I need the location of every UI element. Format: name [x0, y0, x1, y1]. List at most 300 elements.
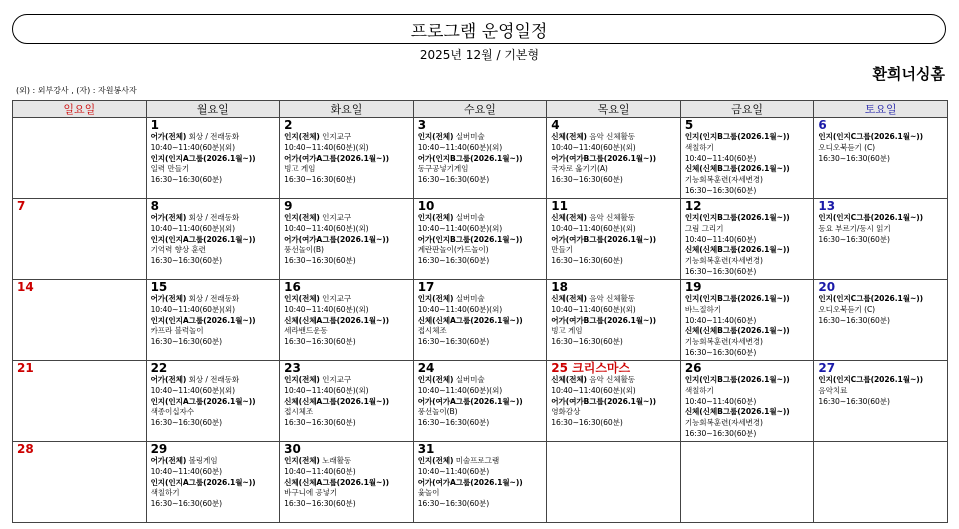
program-line: [284, 235, 411, 246]
day-cell: [280, 118, 414, 199]
program-text: 10:40~11:40(60분)(외): [150, 142, 235, 152]
program-line: [685, 132, 812, 143]
program-text: 바구니에 공넣기: [284, 488, 338, 498]
program-category: 인지(인지B그룹(2026.1월~)): [684, 132, 790, 141]
program-line: [685, 164, 812, 175]
holiday-label: 크리스마스: [572, 361, 631, 375]
day-number: [551, 199, 678, 213]
day-number-value: 15: [150, 280, 168, 294]
program-line: [685, 407, 812, 418]
program-text: 16:30~16:30(60분): [551, 175, 623, 185]
day-number-value: 2: [284, 118, 293, 132]
program-line: [284, 386, 411, 397]
program-category: 어가(여가B그룹(2026.1월~)): [551, 153, 657, 163]
program-line: [151, 256, 278, 267]
day-number-value: 5: [684, 118, 694, 132]
program-line: [418, 467, 545, 478]
program-text: 10:40~11:40(60분)(외): [551, 142, 636, 152]
day-number: [418, 118, 545, 132]
program-category: 인지(전체): [417, 294, 454, 303]
day-number-value: 4: [551, 118, 560, 132]
day-cell: [547, 361, 681, 442]
program-category: 인지(인지A그룹(2026.1월~)): [150, 477, 256, 487]
program-text: 16:30~16:30(60분): [417, 256, 490, 266]
program-category: 신체(전체): [551, 375, 587, 384]
program-line: [551, 175, 678, 186]
program-line: [284, 224, 411, 235]
program-line: [685, 143, 812, 154]
program-category: 인지(인지C그룹(2026.1월~)): [818, 213, 923, 222]
program-line: [284, 456, 411, 467]
program-category: 어가(전체): [150, 213, 187, 222]
program-line: [151, 499, 278, 510]
program-text: 10:40~11:40(60분)(외): [150, 223, 235, 233]
program-line: [418, 418, 545, 429]
program-text: 음악 신체활동: [586, 294, 635, 303]
page-subtitle: 2025년 12월 / 기본형: [419, 48, 540, 62]
day-cell: [413, 280, 547, 361]
program-text: 볼링게임: [186, 456, 218, 465]
weekday-header-row: [13, 101, 948, 118]
program-text: 16:30~16:30(60분): [684, 428, 757, 438]
program-line: [818, 143, 945, 154]
program-text: 회상 / 전래동화: [186, 294, 240, 303]
program-text: 10:40~11:40(60분): [684, 234, 757, 244]
program-line: [685, 375, 812, 386]
program-line: [818, 235, 945, 246]
day-cell: [13, 199, 147, 280]
day-number-value: 9: [284, 199, 293, 213]
program-text: 16:30~16:30(60분): [150, 256, 223, 266]
program-line: [551, 294, 678, 305]
program-line: [818, 132, 945, 143]
program-text: 10:40~11:40(60분)(외): [284, 142, 369, 152]
program-text: 10:40~11:40(60분): [150, 466, 223, 476]
day-number-value: 19: [684, 280, 702, 294]
program-text: 10:40~11:40(60분): [684, 315, 757, 325]
program-line: [151, 467, 278, 478]
program-text: 10:40~11:40(60분): [684, 396, 757, 406]
day-number-value: 26: [684, 361, 702, 375]
day-cell: [680, 361, 814, 442]
day-number-value: 29: [150, 442, 168, 456]
day-number-value: 6: [818, 118, 827, 132]
day-cell: [280, 280, 414, 361]
program-line: [284, 499, 411, 510]
program-line: [284, 397, 411, 408]
program-text: 기능회복훈련(자세변경): [684, 337, 763, 347]
program-line: [151, 154, 278, 165]
program-text: 접시체조: [284, 407, 314, 417]
day-cell: [680, 118, 814, 199]
program-line: [685, 305, 812, 316]
program-text: 세라밴드운동: [284, 326, 328, 336]
program-text: 인지교구: [319, 294, 352, 303]
program-text: 10:40~11:40(60분)(외): [417, 385, 503, 395]
program-text: 색칠하기: [150, 488, 180, 498]
day-number: [551, 361, 678, 375]
program-text: 기억력 향상 훈련: [150, 245, 206, 255]
day-number-value: 14: [17, 280, 34, 294]
program-line: [284, 213, 411, 224]
day-number: [418, 199, 545, 213]
program-line: [151, 235, 278, 246]
program-text: 16:30~16:30(60분): [284, 418, 356, 428]
program-category: 어가(여가B그룹(2026.1월~)): [551, 234, 657, 244]
program-line: [818, 305, 945, 316]
program-line: [685, 213, 812, 224]
program-text: 16:30~16:30(60분): [284, 175, 356, 185]
program-category: 신체(전체): [551, 294, 587, 303]
program-text: 바느질하기: [684, 304, 721, 314]
program-category: 인지(전체): [284, 132, 320, 141]
day-number: [284, 199, 411, 213]
legend-note: (외) : 외부강사 , (자) : 자원봉사자: [16, 86, 137, 95]
program-category: 인지(인지C그룹(2026.1월~)): [818, 375, 923, 384]
program-line: [551, 337, 678, 348]
program-category: 인지(인지C그룹(2026.1월~)): [818, 294, 923, 303]
day-number: [685, 118, 812, 132]
weekday-header: 토요일: [814, 101, 948, 118]
day-number: [418, 442, 545, 456]
program-line: [284, 407, 411, 418]
program-line: [551, 256, 678, 267]
day-number-value: 12: [684, 199, 702, 213]
day-number: [685, 199, 812, 213]
program-text: 색칠하기: [684, 385, 714, 395]
program-line: [284, 164, 411, 175]
program-text: 16:30~16:30(60분): [818, 315, 890, 325]
week-row: [13, 361, 948, 442]
program-category: 어가(전체): [150, 456, 187, 465]
day-cell: [547, 442, 681, 523]
day-number: [17, 361, 144, 375]
program-text: 인지교구: [319, 132, 352, 141]
program-text: 색종이십자수: [150, 407, 194, 417]
program-text: 실버미술: [453, 375, 485, 384]
day-number: [818, 199, 945, 213]
program-category: 어가(인지B그룹(2026.1월~)): [417, 153, 523, 163]
program-line: [418, 164, 545, 175]
program-line: [685, 186, 812, 197]
program-line: [685, 337, 812, 348]
day-cell: [146, 442, 280, 523]
day-number-value: 16: [284, 280, 301, 294]
day-number: [284, 361, 411, 375]
program-line: [151, 337, 278, 348]
program-line: [284, 316, 411, 327]
day-number-value: 1: [150, 118, 159, 132]
program-line: [418, 294, 545, 305]
day-cell: [280, 199, 414, 280]
page-title-text: 프로그램 운영일정: [410, 21, 548, 42]
program-line: [151, 478, 278, 489]
day-cell: [814, 280, 948, 361]
program-category: 인지(인지A그룹(2026.1월~)): [150, 396, 256, 406]
day-number: [818, 118, 945, 132]
day-cell: [814, 361, 948, 442]
program-line: [284, 488, 411, 499]
day-cell: [547, 280, 681, 361]
program-category: 인지(인지C그룹(2026.1월~)): [818, 132, 923, 141]
program-line: [685, 154, 812, 165]
program-text: 16:30~16:30(60분): [150, 175, 223, 185]
program-text: 16:30~16:30(60분): [684, 347, 757, 357]
program-category: 어가(여가A그룹(2026.1월~)): [284, 234, 389, 244]
program-category: 신체(신체A그룹(2026.1월~)): [284, 315, 389, 325]
program-text: 16:30~16:30(60분): [818, 396, 890, 406]
program-category: 인지(전체): [284, 294, 320, 303]
program-line: [151, 397, 278, 408]
program-line: [151, 213, 278, 224]
program-text: 16:30~16:30(60분): [150, 499, 223, 509]
weekday-header: 수요일: [413, 101, 547, 118]
program-text: 노래활동: [319, 456, 352, 465]
program-line: [685, 267, 812, 278]
program-text: 10:40~11:40(60분)(외): [150, 304, 235, 314]
program-category: 어가(전체): [150, 132, 187, 141]
program-text: 16:30~16:30(60분): [551, 337, 623, 347]
program-text: 오디오북듣기 (C): [818, 142, 876, 152]
program-text: 10:40~11:40(60분)(외): [284, 385, 369, 395]
day-cell: [680, 442, 814, 523]
program-line: [151, 305, 278, 316]
program-text: 계란판놀이(카드놀이): [417, 245, 489, 255]
program-line: [151, 326, 278, 337]
program-text: 16:30~16:30(60분): [818, 153, 890, 163]
day-number: [818, 280, 945, 294]
weekday-header: 목요일: [547, 101, 681, 118]
program-category: 신체(신체A그룹(2026.1월~)): [417, 315, 523, 325]
program-text: 10:40~11:40(60분)(외): [150, 385, 235, 395]
program-text: 16:30~16:30(60분): [417, 175, 490, 185]
weekday-header: 화요일: [280, 101, 414, 118]
program-line: [284, 305, 411, 316]
program-category: 신체(신체B그룹(2026.1월~)): [684, 407, 790, 417]
day-number: [151, 280, 278, 294]
day-cell: [146, 280, 280, 361]
program-text: 만들기: [551, 245, 573, 255]
program-text: 16:30~16:30(60분): [551, 256, 623, 266]
program-category: 인지(인지B그룹(2026.1월~)): [684, 294, 790, 303]
program-text: 음악 신체활동: [586, 132, 635, 141]
day-cell: [680, 199, 814, 280]
program-line: [551, 164, 678, 175]
program-line: [551, 326, 678, 337]
program-category: 어가(여가B그룹(2026.1월~)): [551, 396, 657, 406]
weekday-header: 일요일: [13, 101, 147, 118]
program-line: [818, 316, 945, 327]
program-category: 어가(전체): [150, 294, 187, 303]
program-text: 빙고 게임: [284, 164, 316, 174]
program-line: [284, 175, 411, 186]
program-line: [418, 305, 545, 316]
day-cell: [413, 361, 547, 442]
day-cell: [814, 118, 948, 199]
program-text: 영화감상: [551, 407, 581, 417]
program-line: [685, 256, 812, 267]
program-category: 인지(전체): [417, 213, 454, 222]
program-category: 신체(신체B그룹(2026.1월~)): [684, 326, 790, 336]
program-line: [418, 316, 545, 327]
program-category: 어가(여가A그룹(2026.1월~)): [417, 477, 523, 487]
day-number: [551, 280, 678, 294]
program-text: 동요 부르기/동시 읽기: [818, 223, 891, 233]
day-cell: [413, 118, 547, 199]
day-number: [17, 280, 144, 294]
program-line: [418, 397, 545, 408]
day-cell: [280, 442, 414, 523]
program-line: [151, 132, 278, 143]
program-line: [551, 154, 678, 165]
program-line: [151, 386, 278, 397]
program-text: 16:30~16:30(60분): [417, 499, 490, 509]
program-text: 16:30~16:30(60분): [551, 418, 623, 428]
day-cell: [13, 280, 147, 361]
day-number: [151, 199, 278, 213]
program-text: 실버미술: [453, 132, 485, 141]
program-text: 실버미술: [453, 294, 485, 303]
program-line: [551, 375, 678, 386]
program-text: 10:40~11:40(60분)(외): [417, 304, 503, 314]
day-cell: [680, 280, 814, 361]
program-line: [551, 316, 678, 327]
program-line: [418, 456, 545, 467]
program-text: 10:40~11:40(60분)(외): [551, 223, 636, 233]
program-line: [151, 175, 278, 186]
program-text: 16:30~16:30(60분): [150, 337, 223, 347]
program-text: 미술프로그램: [453, 456, 500, 465]
week-row: [13, 199, 948, 280]
program-line: [685, 348, 812, 359]
day-number-value: 13: [818, 199, 836, 213]
day-number-value: 17: [417, 280, 435, 294]
program-text: 회상 / 전래동화: [186, 132, 240, 141]
program-category: 인지(전체): [417, 456, 454, 465]
day-cell: [547, 118, 681, 199]
program-text: 색칠하기: [684, 142, 714, 152]
program-line: [551, 386, 678, 397]
program-text: 16:30~16:30(60분): [284, 499, 356, 509]
program-category: 어가(여가A그룹(2026.1월~)): [284, 153, 389, 163]
program-text: 16:30~16:30(60분): [284, 256, 356, 266]
program-category: 어가(전체): [150, 375, 187, 384]
day-number-value: 10: [417, 199, 435, 213]
program-text: 인지교구: [319, 375, 352, 384]
program-line: [818, 397, 945, 408]
program-text: 오디오북듣기 (C): [818, 304, 876, 314]
program-text: 10:40~11:40(60분)(외): [551, 304, 636, 314]
program-line: [284, 467, 411, 478]
program-line: [151, 407, 278, 418]
program-text: 음악 신체활동: [586, 375, 635, 384]
day-number-value: 22: [150, 361, 168, 375]
program-line: [151, 316, 278, 327]
program-line: [685, 316, 812, 327]
program-line: [551, 132, 678, 143]
day-number-value: 3: [417, 118, 427, 132]
calendar-body: [13, 118, 948, 523]
program-line: [284, 326, 411, 337]
weekday-header: 월요일: [146, 101, 280, 118]
program-line: [685, 386, 812, 397]
day-number: [17, 199, 144, 213]
day-cell: [146, 361, 280, 442]
program-line: [151, 294, 278, 305]
program-text: 빙고 게임: [551, 326, 583, 336]
day-cell: [814, 442, 948, 523]
program-category: 인지(인지A그룹(2026.1월~)): [150, 315, 256, 325]
program-line: [685, 418, 812, 429]
day-cell: [146, 199, 280, 280]
day-number: [284, 280, 411, 294]
program-category: 신체(신체B그룹(2026.1월~)): [684, 245, 790, 255]
program-line: [818, 294, 945, 305]
program-text: 실버미술: [453, 213, 485, 222]
program-line: [418, 143, 545, 154]
day-number-value: 24: [417, 361, 435, 375]
program-line: [284, 245, 411, 256]
program-line: [418, 326, 545, 337]
program-line: [284, 337, 411, 348]
program-text: 16:30~16:30(60분): [417, 418, 490, 428]
program-category: 인지(전체): [284, 375, 320, 384]
day-number-value: 7: [17, 199, 26, 213]
program-line: [284, 154, 411, 165]
program-text: 10:40~11:40(60분): [284, 466, 356, 476]
program-text: 윷놀이: [417, 488, 440, 498]
day-number: [551, 118, 678, 132]
program-category: 인지(인지B그룹(2026.1월~)): [684, 213, 790, 222]
page-title: [12, 14, 946, 44]
program-line: [418, 235, 545, 246]
program-line: [284, 418, 411, 429]
program-line: [284, 294, 411, 305]
program-line: [685, 245, 812, 256]
program-line: [418, 132, 545, 143]
program-text: 일력 만들기: [150, 164, 190, 174]
program-line: [551, 418, 678, 429]
program-line: [151, 488, 278, 499]
program-text: 음악 신체활동: [586, 213, 635, 222]
program-text: 인지교구: [319, 213, 352, 222]
day-cell: [13, 442, 147, 523]
program-line: [418, 154, 545, 165]
week-row: [13, 280, 948, 361]
program-line: [551, 213, 678, 224]
program-category: 인지(전체): [417, 375, 454, 384]
program-category: 어가(여가A그룹(2026.1월~)): [417, 396, 523, 406]
day-number-value: 20: [818, 280, 836, 294]
program-line: [418, 337, 545, 348]
day-number: [151, 361, 278, 375]
program-line: [151, 456, 278, 467]
day-number-value: 25: [551, 361, 568, 375]
day-number-value: 21: [17, 361, 34, 375]
program-line: [284, 256, 411, 267]
program-category: 신체(전체): [551, 132, 587, 141]
program-text: 접시체조: [417, 326, 447, 336]
program-line: [818, 213, 945, 224]
program-line: [418, 256, 545, 267]
program-text: 16:30~16:30(60분): [684, 266, 757, 276]
program-category: 인지(전체): [284, 456, 320, 465]
day-number: [418, 280, 545, 294]
day-number: [685, 280, 812, 294]
program-line: [151, 143, 278, 154]
program-text: 풍선놀이(B): [417, 407, 458, 417]
program-line: [818, 375, 945, 386]
